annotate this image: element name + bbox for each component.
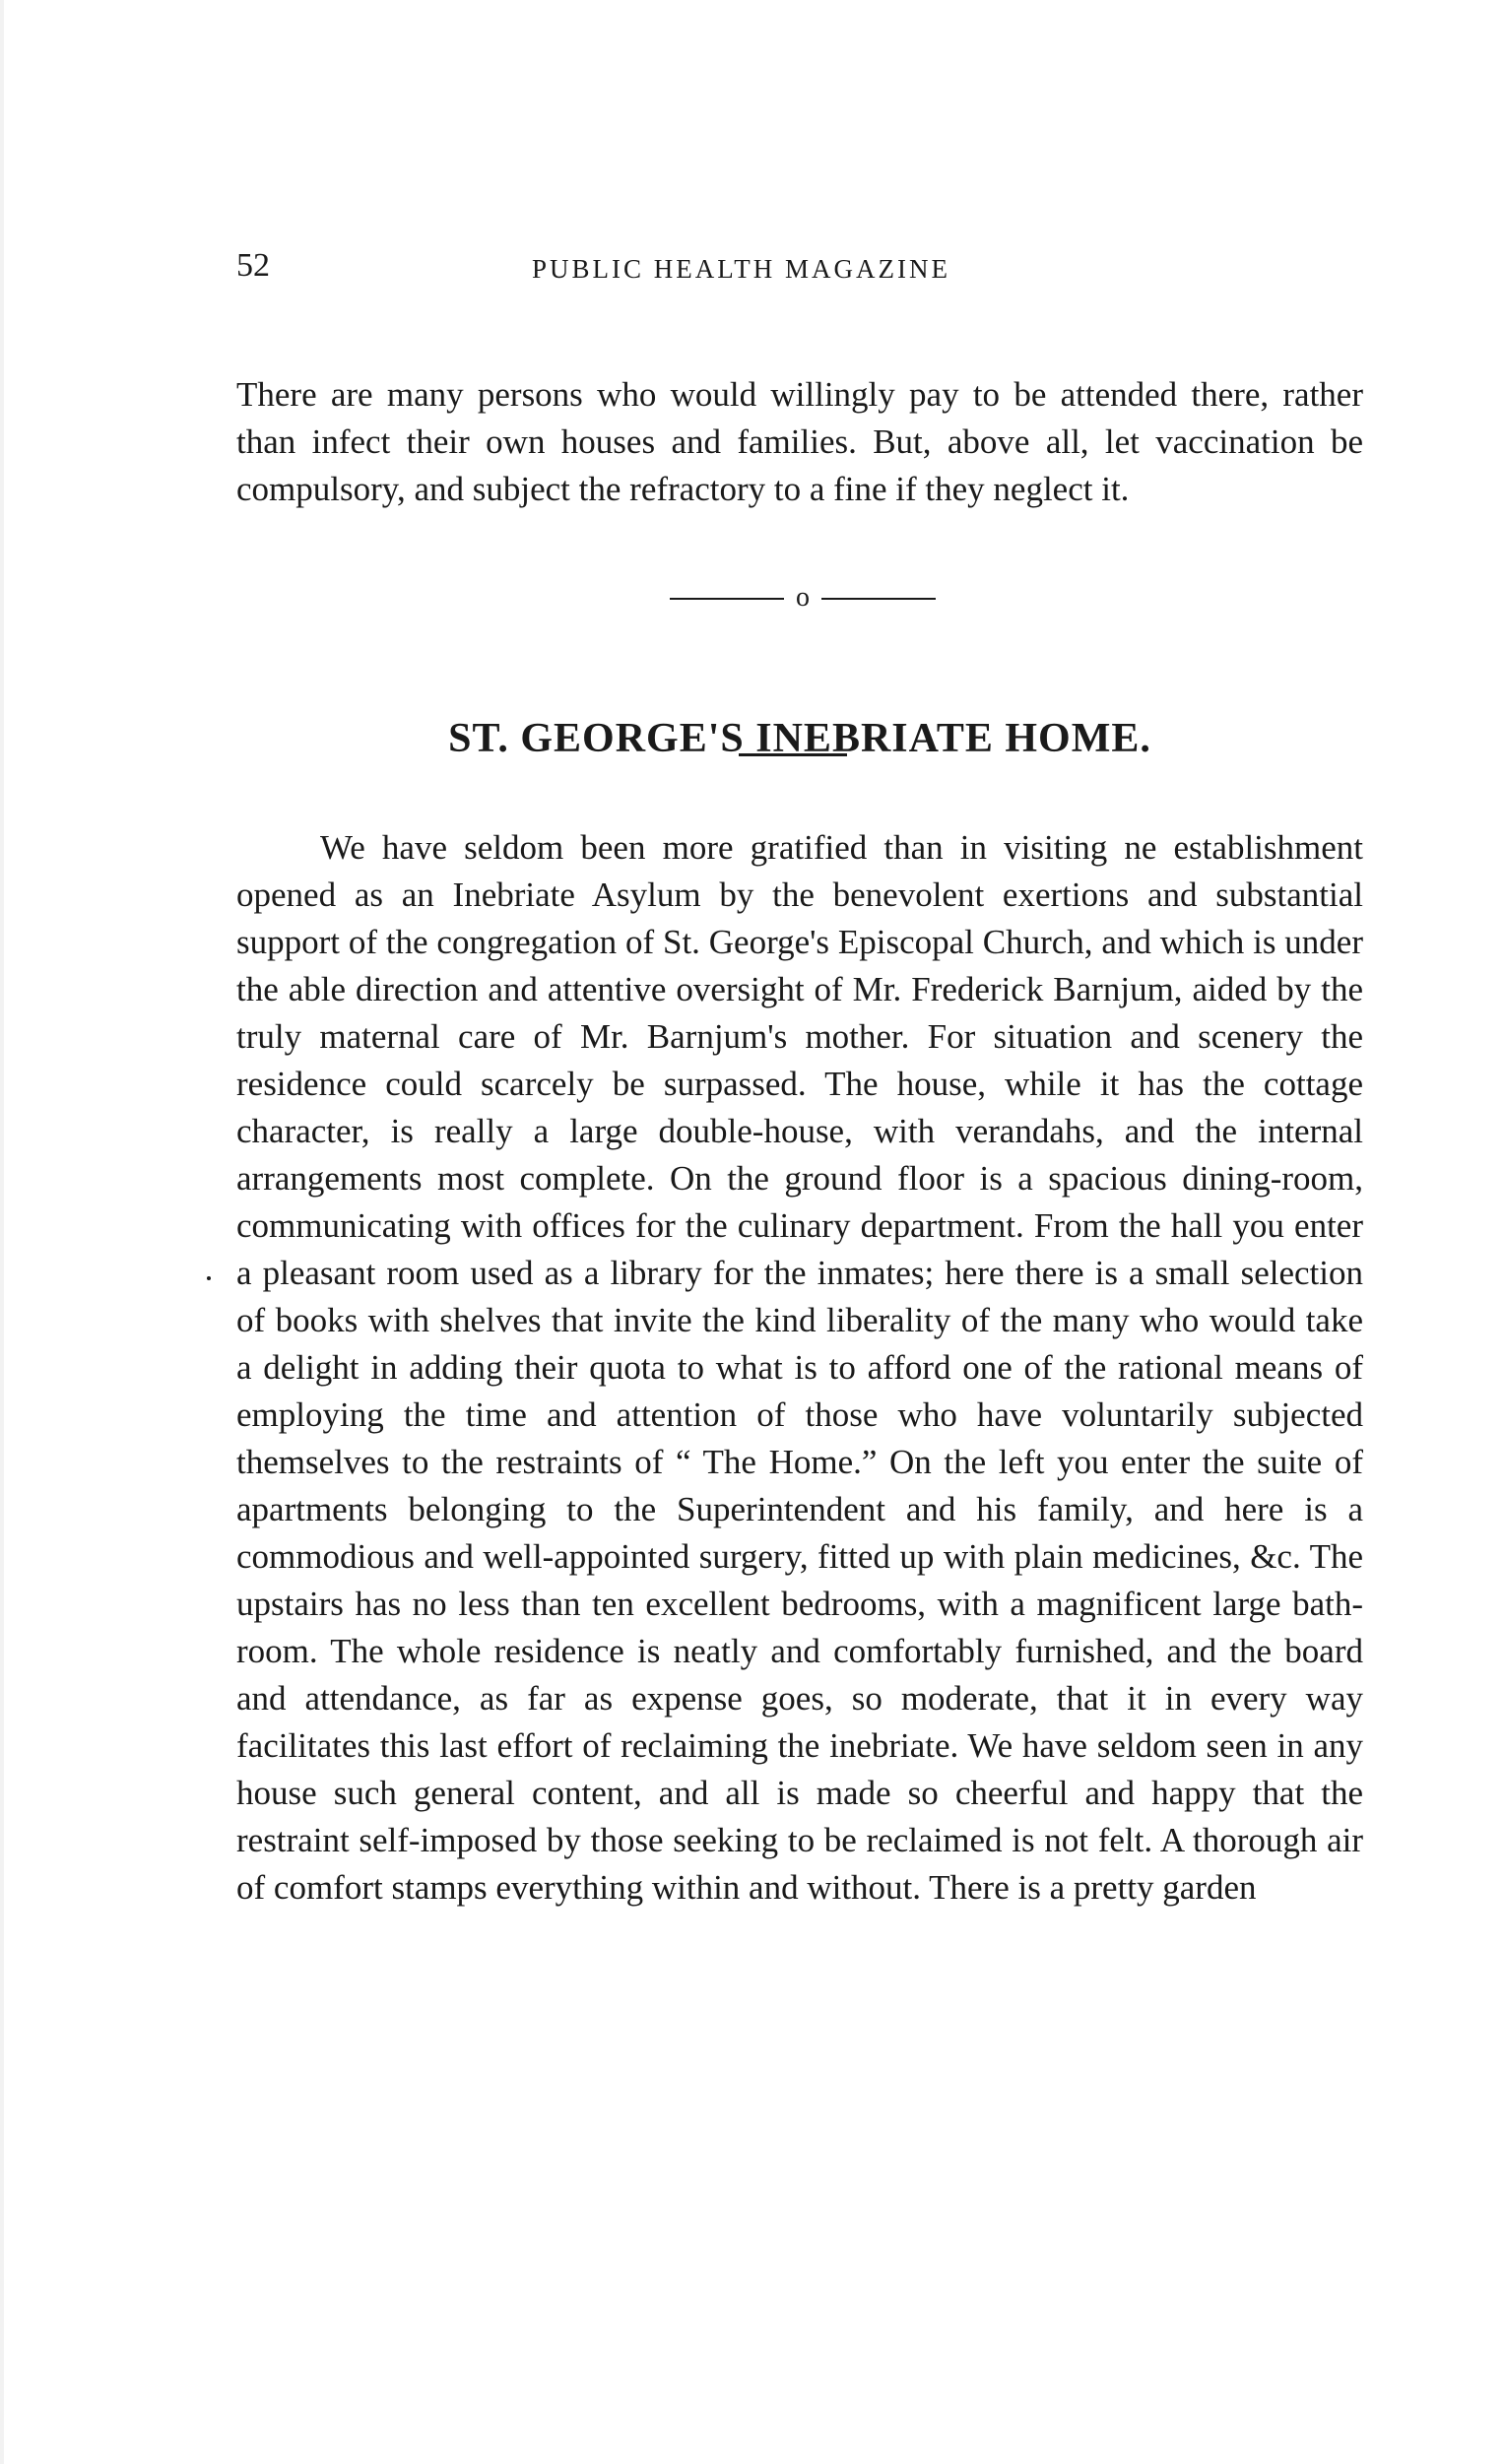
separator-ornament: o (796, 582, 810, 613)
scan-edge (0, 0, 4, 2464)
separator-left-rule (670, 598, 784, 600)
section-separator (670, 579, 936, 618)
running-head: PUBLIC HEALTH MAGAZINE (532, 254, 950, 284)
margin-mark (207, 1276, 211, 1280)
page-number: 52 (236, 247, 270, 284)
article-body: We have seldom been more gratified than in visiting ne establishment opened as an Inebriate Asylum by the benevolent exertions and substantial support of the congregation of St. George's Episcopal Church, and which is under the able direction and attentive oversight of Mr. Frederick Barnjum, aided by the truly maternal care of Mr. Barnjum's mother. For situation and scenery the residence could scarcely be surpassed. The house, while it has the cottage character, is really a large double-house, with verandahs, and the internal arrangements most complete. On the ground floor is a spacious dining-room, communicating with offices for the culinary department. From the hall you enter a pleasant room used as a library for the inmates; here there is a small selection of books with shelves that invite the kind liberality of the many who would take a delight in adding their quota to what is to afford one of the rational means of employing the time and attention of those who have voluntarily subjected themselves to the restraints of “ The Home.” On the left you enter the suite of apartments belonging to the Superintendent and his family, and here is a commodious and well-appointed surgery, fitted up with plain medicines, &c. The upstairs has no less than ten excellent bedrooms, with a magnificent large bath-room. The whole residence is neatly and comfortably furnished, and the board and attendance, as far as expense goes, so moderate, that it in every way facilitates this last effort of reclaiming the inebriate. We have seldom seen in any house such general content, and all is made so cheerful and happy that the restraint self-imposed by those seeking to be reclaimed is not felt. A thorough air of comfort stamps everything within and without. There is a pretty garden (236, 828, 1363, 1907)
article-title: ST. GEORGE'S INEBRIATE HOME. (448, 716, 1151, 762)
separator-right-rule (821, 598, 936, 600)
title-rule (739, 753, 847, 756)
continued-paragraph: There are many persons who would willingly pay to be attended there, rather than infect their own houses and families. But, above all, let vaccination be compulsory, and subject the refractory to a fine if they neglect it. (236, 375, 1363, 508)
